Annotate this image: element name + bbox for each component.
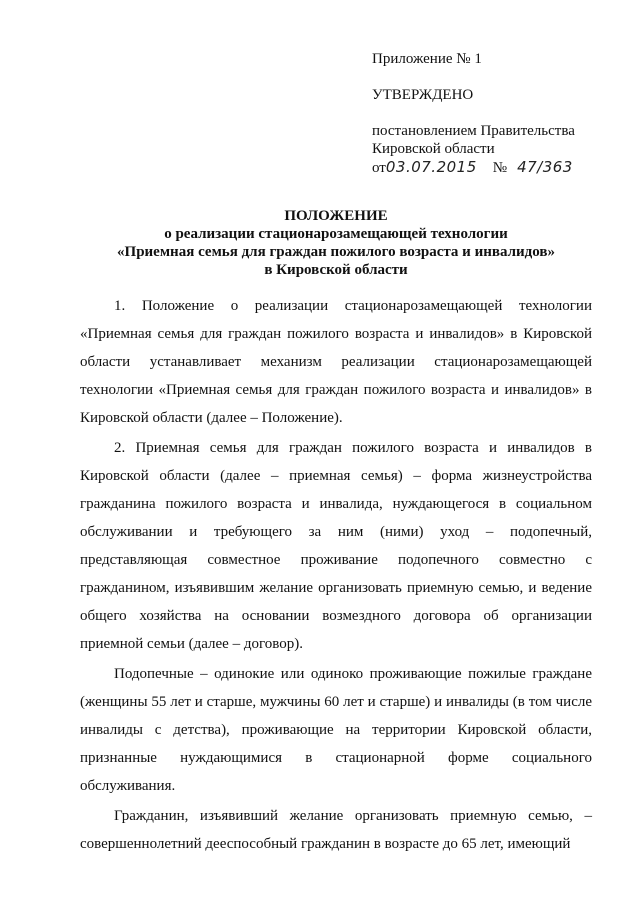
decree-line-2: Кировской области (372, 141, 495, 157)
number-sign: № (492, 160, 508, 176)
handwritten-number: 47/363 (517, 158, 573, 176)
decree-date-line (372, 158, 612, 177)
title-technology-name: «Приемная семья для граждан пожилого возраста и инвалидов» (117, 244, 555, 260)
document-title (80, 207, 592, 279)
title-region: в Кировской области (264, 262, 408, 278)
title-heading: ПОЛОЖЕНИЕ (284, 208, 388, 224)
decree-line-1: постановлением Правительства (372, 123, 575, 139)
handwritten-date: 03.07.2015 (385, 158, 477, 176)
approved-label: УТВЕРЖДЕНО (372, 87, 474, 103)
title-subject: о реализации стационарозамещающей технологии (164, 226, 508, 242)
appendix-label: Приложение № 1 (372, 51, 482, 67)
paragraph-1: 1. Положение о реализации стационарозамещающей технологии «Приемная семья для граждан пожилого возраста и инвалидов» в Кировской области устанавливает механизм реализации стационарозамещающей технологии «Приемная семья для граждан пожилого возраста и инвалидов» в Кировской области (далее – Положение). (80, 298, 592, 426)
approval-block (372, 50, 612, 177)
paragraph-4: Гражданин, изъявивший желание организовать приемную семью, – совершеннолетний дееспособный гражданин в возрасте до 65 лет, имеющий (80, 808, 592, 852)
date-prefix: от (372, 160, 386, 176)
document-body (80, 292, 592, 860)
paragraph-2: 2. Приемная семья для граждан пожилого возраста и инвалидов в Кировской области (далее – приемная семья) – форма жизнеустройства гражданина пожилого возраста и инвалида, нуждающегося в социальном обслуживании и требующего за ним (ними) уход – подопечный, представляющая совместное проживание подопечного совместно с гражданином, изъявившим желание организовать приемную семью, и ведение общего хозяйства на основании возмездного договора об организации приемной семьи (далее – договор). (80, 440, 592, 652)
paragraph-3: Подопечные – одинокие или одиноко проживающие пожилые граждане (женщины 55 лет и старше, мужчины 60 лет и старше) и инвалиды (в том числе инвалиды с детства), проживающие на территории Кировской области, признанные нуждающимися в стационарной форме социального обслуживания. (80, 666, 592, 794)
